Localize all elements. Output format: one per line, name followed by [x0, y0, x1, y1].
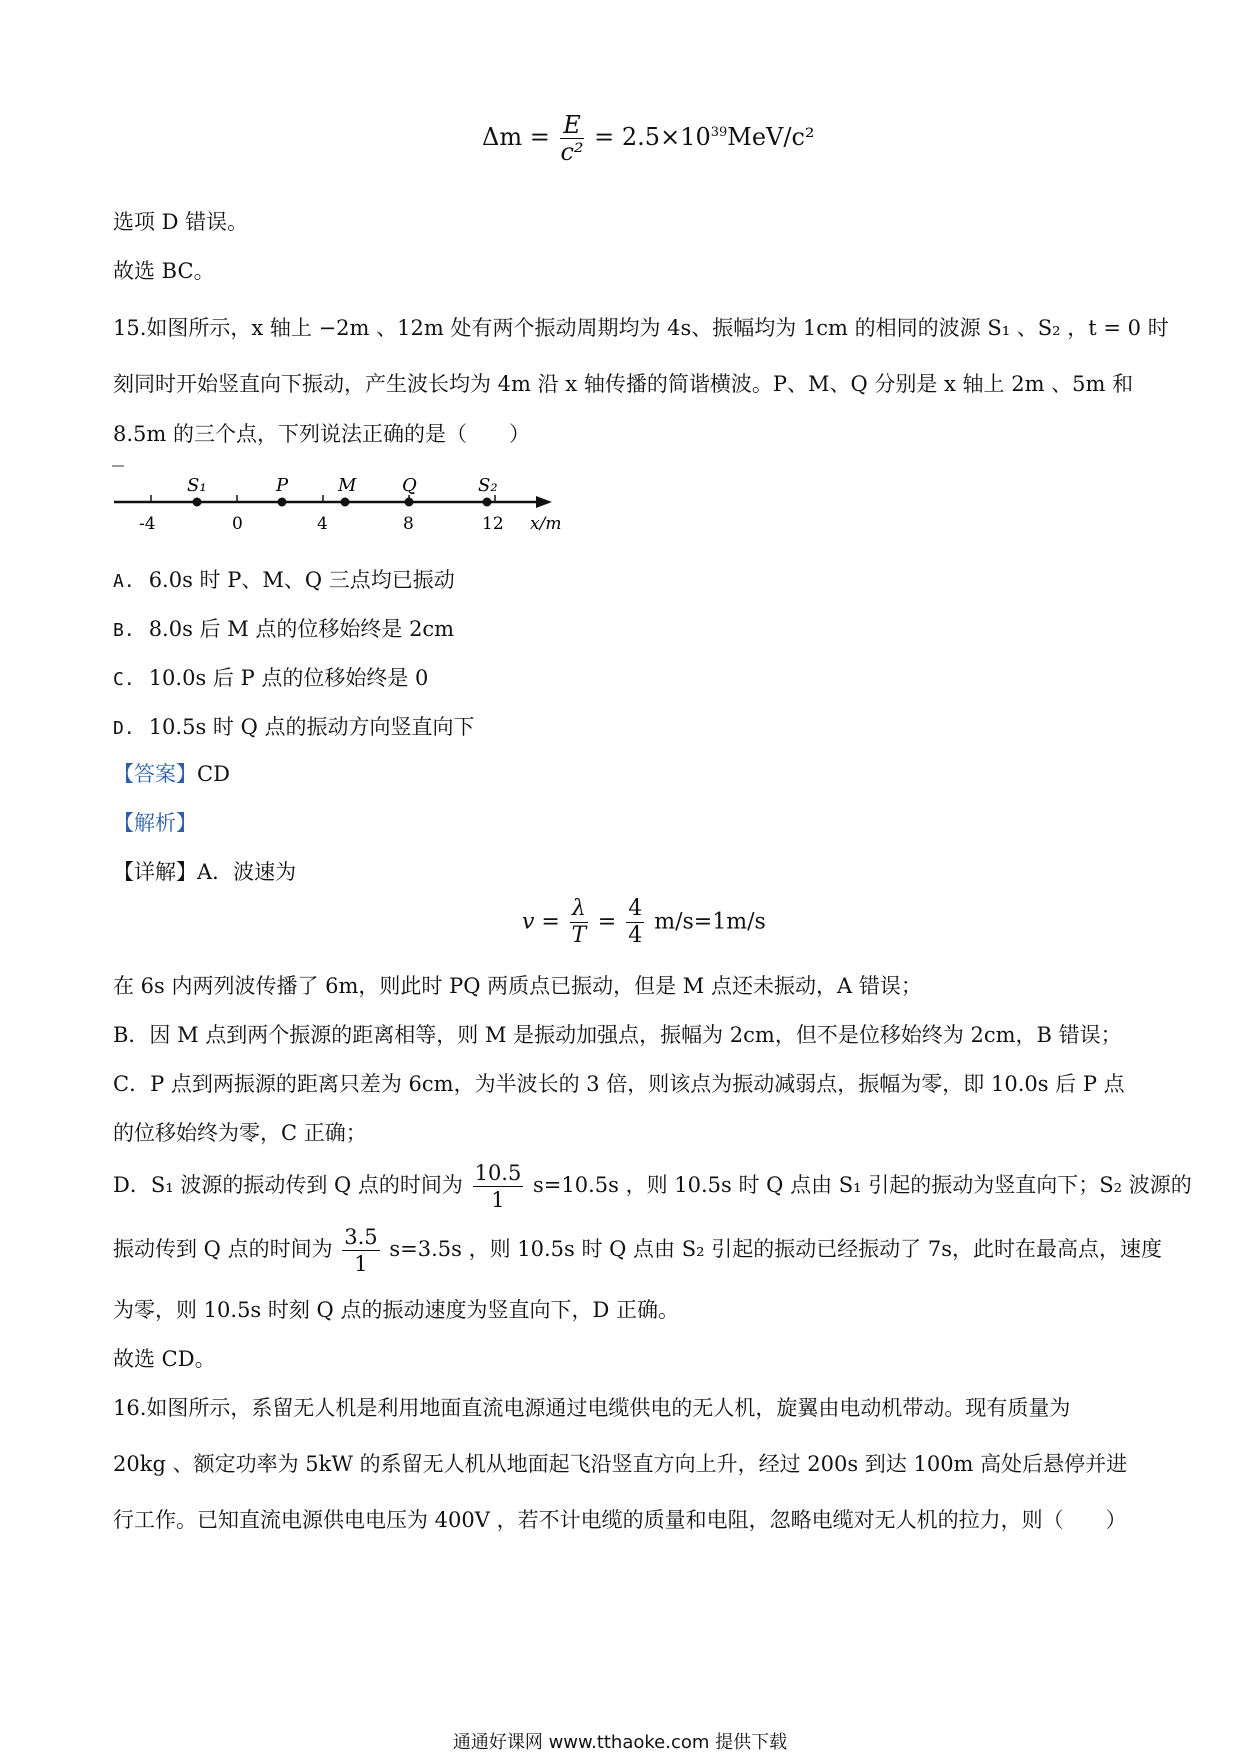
q15-option-a — [113, 564, 455, 594]
tick-label-minus4: -4 — [139, 514, 156, 534]
option-a-letter: A. — [113, 571, 135, 592]
q16-line-2: 20kg 、额定功率为 5kW 的系留无人机从地面起飞沿竖直方向上升，经过 200s 到达 100m 高处后悬停并进 — [113, 1452, 1128, 1476]
formula-unit: MeV/c² — [727, 123, 815, 151]
q15-option-b — [113, 613, 454, 643]
option-d-wrong: 选项 D 错误。 — [113, 210, 249, 234]
point-p — [278, 498, 287, 507]
prev-choice: 故选 BC。 — [113, 259, 215, 283]
q15-analysis-c2: 的位移始终为零，C 正确； — [113, 1121, 367, 1145]
tick-label-0: 0 — [232, 514, 243, 534]
d2-post: s=3.5s ，则 10.5s 时 Q 点由 S₂ 引起的振动已经振动了 7s，此时在最高点，速度 — [389, 1237, 1162, 1261]
d2-pre: 振动传到 Q 点的时间为 — [113, 1237, 333, 1261]
point-s1 — [193, 498, 202, 507]
formula-lhs: Δm — [482, 123, 523, 151]
q15-analysis-d3: 为零，则 10.5s 时刻 Q 点的振动速度为竖直向下，D 正确。 — [113, 1298, 679, 1322]
q15-analysis-tag — [113, 807, 197, 837]
q15-analysis-d2 — [113, 1224, 1162, 1277]
axis-arrow — [536, 496, 552, 508]
mass-defect-formula: Δm = $\frac{E}{\text{c²}}$ = $2.5\times 10^{39}MeV/c^2$ — [482, 111, 815, 166]
d1-pre: D．S₁ 波源的振动传到 Q 点的时间为 — [113, 1173, 463, 1197]
formula-exp: 39 — [710, 125, 728, 140]
point-m — [341, 498, 350, 507]
point-s2 — [483, 498, 492, 507]
speed-num2: 4 — [628, 896, 643, 921]
speed-fraction-2 — [626, 896, 644, 949]
page-footer: 通通好课网 www.tthaoke.com 提供下载 — [452, 1732, 788, 1753]
analysis-tag: 【解析】 — [113, 811, 197, 835]
q15-analysis-b: B．因 M 点到两个振源的距离相等，则 M 是振动加强点，振幅为 2cm，但不是位移始终为 2cm，B 错误； — [113, 1023, 1122, 1047]
q15-analysis-a: 在 6s 内两列波传播了 6m，则此时 PQ 两质点已振动，但是 M 点还未振动，A 错误； — [113, 974, 922, 998]
q15-axis-figure — [112, 462, 572, 542]
d-frac2-den: 1 — [354, 1252, 368, 1276]
q16-line-3: 行工作。已知直流电源供电电压为 400V ，若不计电缆的质量和电阻，忽略电缆对无人机的拉力，则（ ） — [113, 1508, 1127, 1532]
tick-label-8: 8 — [403, 514, 414, 534]
option-d-letter: D. — [113, 718, 135, 739]
option-a-text: 6.0s 时 P、M、Q 三点均已振动 — [148, 568, 455, 592]
q15-line-1: 15.如图所示，x 轴上 −2m 、12m 处有两个振动周期均为 4s、振幅均为 1cm 的相同的波源 S₁ 、S₂ ，t = 0 时 — [113, 316, 1169, 340]
d-frac1-den: 1 — [491, 1188, 505, 1212]
speed-den2: 4 — [628, 923, 643, 948]
speed-den1: T — [571, 923, 587, 948]
d1-post: s=10.5s ，则 10.5s 时 Q 点由 S₁ 引起的振动为竖直向下；S₂ 波源的 — [533, 1173, 1192, 1197]
formula-rhs: = 2.5×10 — [594, 123, 711, 151]
label-s1: S₁ — [187, 475, 207, 496]
q15-option-d — [113, 711, 474, 741]
d-fraction-1 — [473, 1160, 524, 1213]
q16-line-1: 16.如图所示，系留无人机是利用地面直流电源通过电缆供电的无人机，旋翼由电动机带动。现有质量为 — [113, 1396, 1071, 1420]
q15-choice: 故选 CD。 — [113, 1347, 216, 1371]
d-fraction-2 — [342, 1224, 379, 1277]
option-b-letter: B. — [113, 620, 135, 641]
option-c-text: 10.0s 后 P 点的位移始终是 0 — [148, 666, 429, 690]
option-c-letter: C. — [113, 669, 135, 690]
tick-label-12: 12 — [482, 514, 504, 534]
speed-fraction-1 — [570, 896, 588, 949]
label-p: P — [276, 475, 289, 496]
q15-analysis-c1: C．P 点到两振源的距离只差为 6cm，为半波长的 3 倍，则该点为振动减弱点，振幅为零，即 10.0s 后 P 点 — [113, 1072, 1125, 1096]
formula-fraction — [560, 112, 583, 165]
label-s2: S₂ — [478, 475, 498, 496]
answer-value: CD — [197, 762, 230, 786]
q15-detail-prefix: 【详解】A．波速为 — [113, 860, 297, 884]
d-frac2-num: 3.5 — [344, 1225, 378, 1249]
speed-lhs: v = — [522, 909, 560, 935]
speed-tail: m/s=1m/s — [654, 909, 766, 935]
option-b-text: 8.0s 后 M 点的位移始终是 2cm — [148, 617, 455, 641]
tick-label-4: 4 — [317, 514, 328, 534]
q15-option-c — [113, 662, 428, 692]
point-q — [405, 498, 414, 507]
axis-unit: x/m — [530, 514, 562, 534]
d-frac1-num: 10.5 — [474, 1161, 522, 1185]
speed-num1: λ — [571, 896, 586, 921]
answer-tag: 【答案】 — [113, 762, 197, 786]
label-q: Q — [402, 475, 417, 496]
formula-num: E — [563, 111, 581, 139]
q15-answer — [113, 758, 230, 788]
label-m: M — [338, 475, 357, 496]
wave-speed-formula: v = $\frac{\lambda}{T}$ = $\frac{4}{4}$ m/s=1m/s — [522, 896, 766, 948]
q15-line-3: 8.5m 的三个点，下列说法正确的是（ ） — [113, 422, 530, 446]
q15-analysis-d1 — [113, 1160, 1192, 1213]
option-d-text: 10.5s 时 Q 点的振动方向竖直向下 — [148, 715, 475, 739]
q15-line-2: 刻同时开始竖直向下振动，产生波长均为 4m 沿 x 轴传播的简谐横波。P、M、Q 分别是 x 轴上 2m 、5m 和 — [113, 372, 1134, 396]
formula-den: c² — [560, 138, 584, 166]
